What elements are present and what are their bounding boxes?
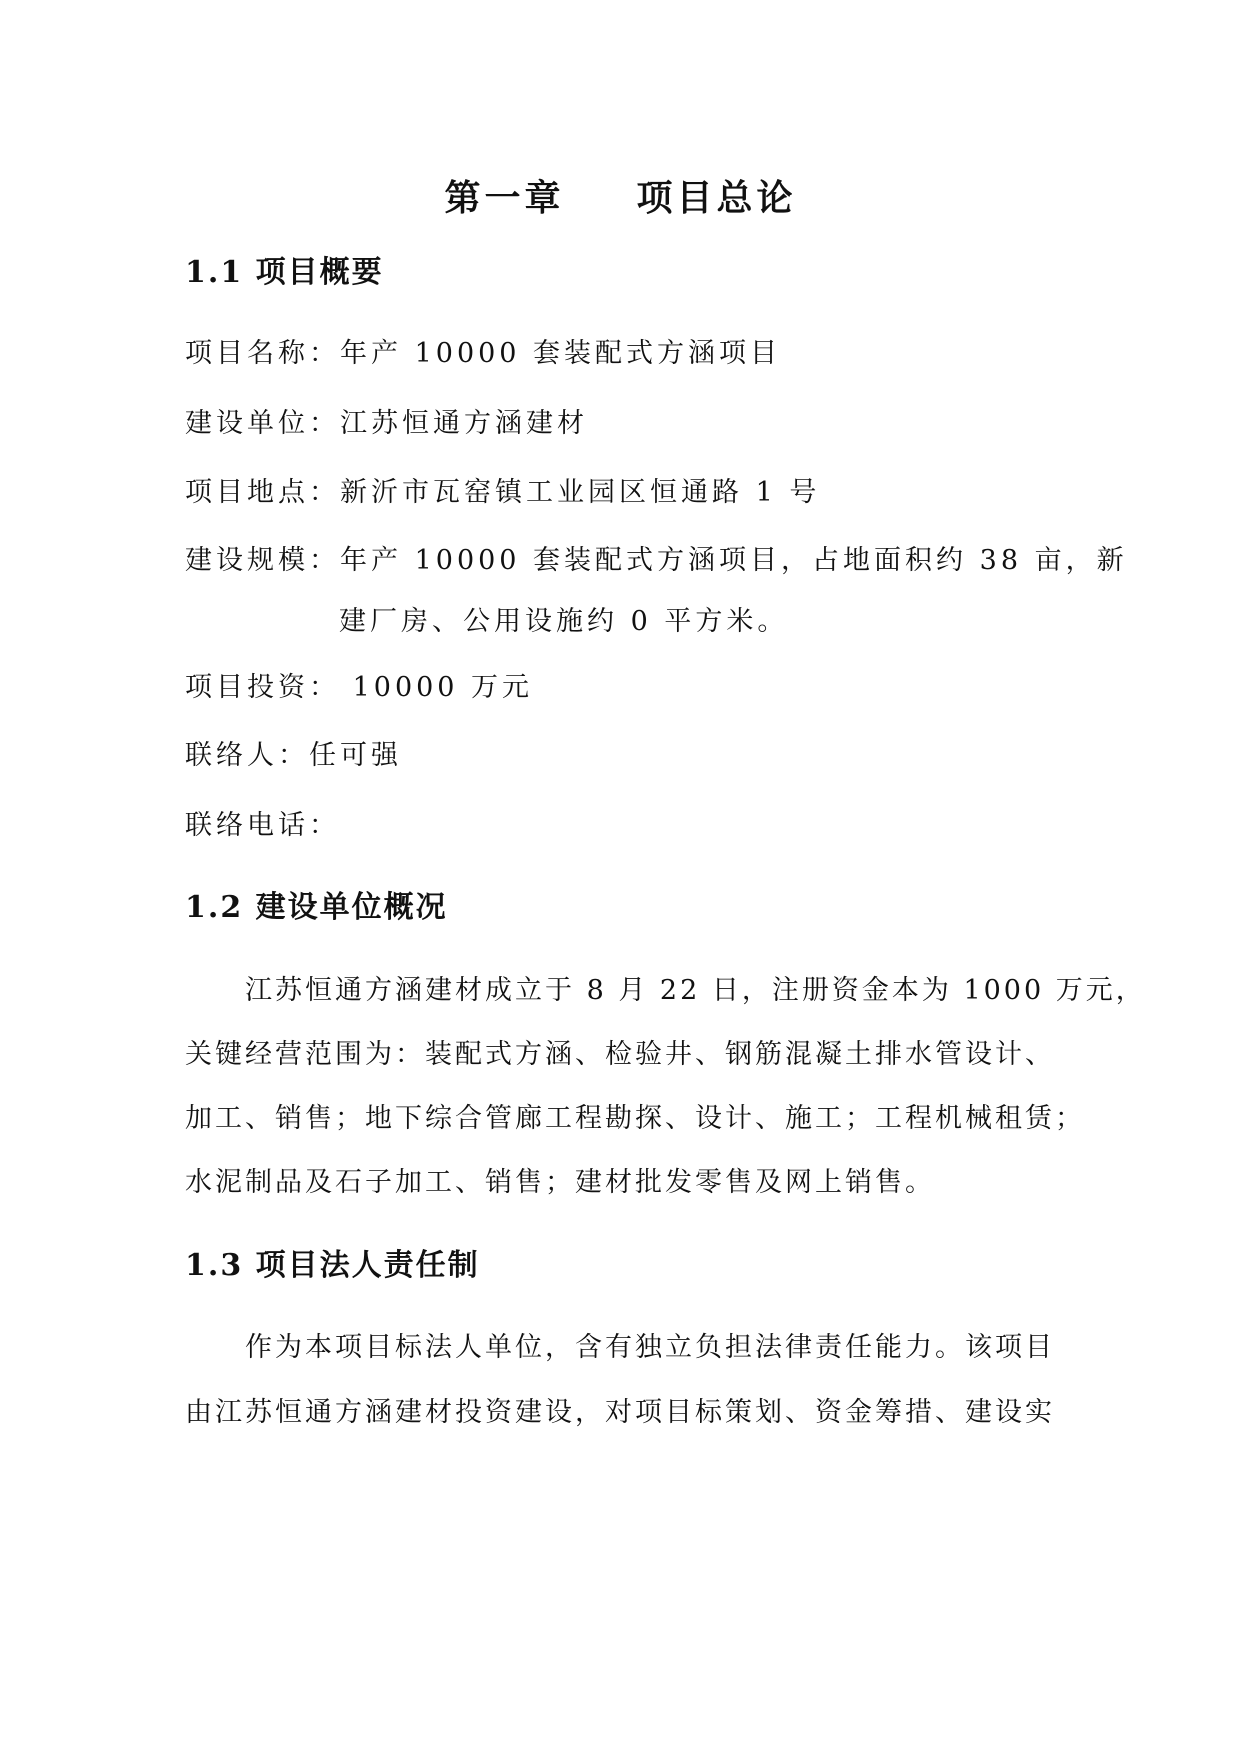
section-heading-1-2: 1.2 建设单位概况 [185, 890, 448, 925]
field-value: 新沂市瓦窑镇工业园区恒通路 1 号 [340, 477, 821, 508]
field-label: 联络人： [185, 740, 309, 771]
section-heading-1-1: 1.1 项目概要 [185, 255, 384, 290]
field-label: 建设单位： [185, 408, 340, 439]
chapter-title [0, 172, 1241, 224]
chapter-label: 第一章 [444, 177, 565, 219]
field-scale-continuation: 建厂房、公用设施约 0 平方米。 [339, 606, 789, 637]
field-phone [185, 806, 340, 846]
paragraph-line: 关键经营范围为：装配式方涵、检验井、钢筋混凝土排水管设计、 [185, 1039, 1055, 1070]
section-heading-1-3: 1.3 项目法人责任制 [185, 1248, 480, 1283]
field-value: 任可强 [309, 740, 402, 771]
field-value: 年产 10000 套装配式方涵项目，占地面积约 38 亩，新 [340, 545, 1128, 576]
field-label: 建设规模： [185, 545, 340, 576]
field-contact [185, 736, 402, 776]
field-value: 10000 万元 [340, 672, 534, 703]
field-label: 项目名称： [185, 338, 340, 369]
field-scale [185, 541, 1128, 581]
paragraph-line: 水泥制品及石子加工、销售；建材批发零售及网上销售。 [185, 1167, 935, 1198]
paragraph-line: 作为本项目标法人单位，含有独立负担法律责任能力。该项目 [245, 1332, 1055, 1363]
field-project-name [185, 334, 781, 374]
field-label: 项目投资： [185, 672, 340, 703]
field-investment [185, 668, 533, 708]
field-label: 联络电话： [185, 810, 340, 841]
field-value: 江苏恒通方涵建材 [340, 408, 588, 439]
paragraph-line: 由江苏恒通方涵建材投资建设，对项目标策划、资金筹措、建设实 [185, 1397, 1055, 1428]
field-builder [185, 404, 588, 444]
chapter-name: 项目总论 [636, 177, 797, 219]
field-label: 项目地点： [185, 477, 340, 508]
paragraph-line: 江苏恒通方涵建材成立于 8 月 22 日，注册资金本为 1000 万元， [245, 975, 1146, 1006]
field-value: 年产 10000 套装配式方涵项目 [340, 338, 782, 369]
paragraph-line: 加工、销售；地下综合管廊工程勘探、设计、施工；工程机械租赁； [185, 1103, 1085, 1134]
field-location [185, 473, 820, 513]
